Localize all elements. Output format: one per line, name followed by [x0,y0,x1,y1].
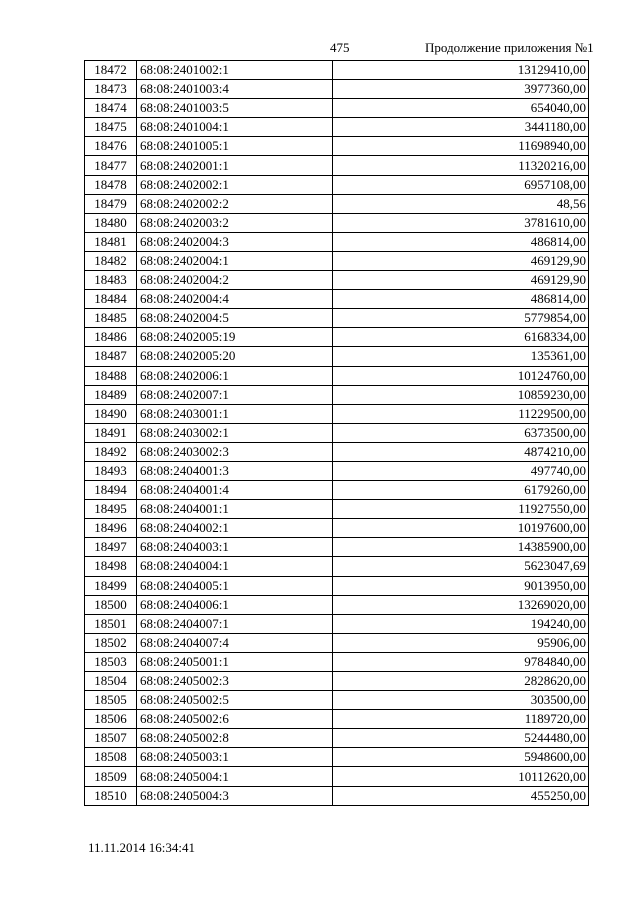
row-number: 18510 [85,786,137,805]
row-number: 18486 [85,328,137,347]
cadastral-number: 68:08:2402005:19 [137,328,333,347]
table-row [85,61,589,80]
cadastral-number: 68:08:2405002:8 [137,729,333,748]
print-timestamp: 11.11.2014 16:34:41 [88,840,196,855]
row-number: 18501 [85,614,137,633]
cadastral-value: 3977360,00 [333,80,589,99]
row-number: 18483 [85,271,137,290]
row-number: 18499 [85,576,137,595]
table-row [85,500,589,519]
table-row [85,538,589,557]
table-row [85,423,589,442]
cadastral-number: 68:08:2402004:4 [137,290,333,309]
cadastral-value: 654040,00 [333,99,589,118]
cadastral-value: 1189720,00 [333,710,589,729]
row-number: 18505 [85,691,137,710]
cadastral-value: 9784840,00 [333,652,589,671]
table-row [85,442,589,461]
table-row [85,767,589,786]
table-row [85,251,589,270]
row-number: 18488 [85,366,137,385]
table-row [85,175,589,194]
cadastral-value: 4874210,00 [333,442,589,461]
table-row [85,595,589,614]
cadastral-value: 5244480,00 [333,729,589,748]
row-number: 18487 [85,347,137,366]
table-row [85,672,589,691]
table-row [85,213,589,232]
table-row [85,99,589,118]
cadastral-value: 11698940,00 [333,137,589,156]
cadastral-number: 68:08:2402005:20 [137,347,333,366]
cadastral-number: 68:08:2405002:5 [137,691,333,710]
row-number: 18476 [85,137,137,156]
table-row [85,481,589,500]
cadastral-value: 11927550,00 [333,500,589,519]
cadastral-number: 68:08:2402004:1 [137,251,333,270]
row-number: 18504 [85,672,137,691]
cadastral-value: 13129410,00 [333,61,589,80]
cadastral-number: 68:08:2404001:1 [137,500,333,519]
row-number: 18479 [85,194,137,213]
row-number: 18509 [85,767,137,786]
row-number: 18500 [85,595,137,614]
table-row [85,710,589,729]
cadastral-value: 3441180,00 [333,118,589,137]
cadastral-value: 486814,00 [333,290,589,309]
cadastral-value: 194240,00 [333,614,589,633]
cadastral-value: 6373500,00 [333,423,589,442]
cadastral-number: 68:08:2405002:3 [137,672,333,691]
row-number: 18506 [85,710,137,729]
row-number: 18484 [85,290,137,309]
cadastral-value: 455250,00 [333,786,589,805]
appendix-continuation-note: Продолжение приложения №1 [425,40,594,55]
page-number: 475 [330,40,350,55]
row-number: 18473 [85,80,137,99]
cadastral-number: 68:08:2402001:1 [137,156,333,175]
row-number: 18474 [85,99,137,118]
row-number: 18493 [85,461,137,480]
table-row [85,385,589,404]
cadastral-value: 9013950,00 [333,576,589,595]
table-row [85,691,589,710]
cadastral-number: 68:08:2404004:1 [137,557,333,576]
table-row [85,309,589,328]
cadastral-value: 2828620,00 [333,672,589,691]
row-number: 18495 [85,500,137,519]
cadastral-number: 68:08:2402006:1 [137,366,333,385]
cadastral-number: 68:08:2402004:3 [137,232,333,251]
cadastral-value: 10124760,00 [333,366,589,385]
table-row [85,118,589,137]
cadastral-number: 68:08:2405003:1 [137,748,333,767]
table-row [85,576,589,595]
row-number: 18496 [85,519,137,538]
cadastral-number: 68:08:2401005:1 [137,137,333,156]
cadastral-value: 13269020,00 [333,595,589,614]
table-body [85,61,589,806]
cadastral-number: 68:08:2401003:4 [137,80,333,99]
row-number: 18480 [85,213,137,232]
cadastral-value: 6168334,00 [333,328,589,347]
table-row [85,786,589,805]
cadastral-value: 303500,00 [333,691,589,710]
cadastral-number: 68:08:2402004:2 [137,271,333,290]
table-row [85,614,589,633]
table-row [85,156,589,175]
cadastral-value: 469129,90 [333,251,589,270]
cadastral-number: 68:08:2404002:1 [137,519,333,538]
row-number: 18491 [85,423,137,442]
cadastral-value: 48,56 [333,194,589,213]
row-number: 18490 [85,404,137,423]
cadastral-value: 11320216,00 [333,156,589,175]
row-number: 18498 [85,557,137,576]
cadastral-number: 68:08:2403002:1 [137,423,333,442]
cadastral-number: 68:08:2402002:2 [137,194,333,213]
table-row [85,290,589,309]
table-row [85,137,589,156]
table-row [85,748,589,767]
table-row [85,461,589,480]
table-row [85,633,589,652]
cadastral-number: 68:08:2404005:1 [137,576,333,595]
cadastral-number: 68:08:2401004:1 [137,118,333,137]
cadastral-value: 14385900,00 [333,538,589,557]
cadastral-value: 10112620,00 [333,767,589,786]
table-row [85,652,589,671]
table-row [85,194,589,213]
cadastral-value: 135361,00 [333,347,589,366]
cadastral-number: 68:08:2404007:1 [137,614,333,633]
cadastral-number: 68:08:2405004:1 [137,767,333,786]
cadastral-number: 68:08:2405001:1 [137,652,333,671]
registry-table [84,60,589,806]
row-number: 18489 [85,385,137,404]
table-row [85,271,589,290]
row-number: 18485 [85,309,137,328]
cadastral-number: 68:08:2404003:1 [137,538,333,557]
cadastral-number: 68:08:2402002:1 [137,175,333,194]
row-number: 18502 [85,633,137,652]
table-row [85,729,589,748]
table-row [85,328,589,347]
cadastral-number: 68:08:2402003:2 [137,213,333,232]
cadastral-value: 486814,00 [333,232,589,251]
row-number: 18494 [85,481,137,500]
table-row [85,404,589,423]
cadastral-number: 68:08:2401002:1 [137,61,333,80]
row-number: 18497 [85,538,137,557]
row-number: 18492 [85,442,137,461]
cadastral-number: 68:08:2404001:3 [137,461,333,480]
cadastral-number: 68:08:2403001:1 [137,404,333,423]
cadastral-number: 68:08:2402004:5 [137,309,333,328]
row-number: 18482 [85,251,137,270]
cadastral-number: 68:08:2405002:6 [137,710,333,729]
cadastral-value: 5623047,69 [333,557,589,576]
table-row [85,80,589,99]
cadastral-value: 5779854,00 [333,309,589,328]
cadastral-value: 497740,00 [333,461,589,480]
cadastral-number: 68:08:2405004:3 [137,786,333,805]
table-row [85,557,589,576]
cadastral-number: 68:08:2401003:5 [137,99,333,118]
cadastral-value: 5948600,00 [333,748,589,767]
table-row [85,232,589,251]
cadastral-value: 10859230,00 [333,385,589,404]
cadastral-number: 68:08:2403002:3 [137,442,333,461]
cadastral-value: 6179260,00 [333,481,589,500]
row-number: 18472 [85,61,137,80]
table-row [85,347,589,366]
cadastral-value: 6957108,00 [333,175,589,194]
table-row [85,519,589,538]
row-number: 18477 [85,156,137,175]
cadastral-number: 68:08:2404001:4 [137,481,333,500]
row-number: 18503 [85,652,137,671]
cadastral-number: 68:08:2404007:4 [137,633,333,652]
cadastral-value: 469129,90 [333,271,589,290]
table-row [85,366,589,385]
cadastral-number: 68:08:2404006:1 [137,595,333,614]
row-number: 18475 [85,118,137,137]
row-number: 18481 [85,232,137,251]
row-number: 18507 [85,729,137,748]
row-number: 18508 [85,748,137,767]
cadastral-number: 68:08:2402007:1 [137,385,333,404]
cadastral-value: 95906,00 [333,633,589,652]
cadastral-value: 3781610,00 [333,213,589,232]
cadastral-value: 10197600,00 [333,519,589,538]
cadastral-value: 11229500,00 [333,404,589,423]
row-number: 18478 [85,175,137,194]
